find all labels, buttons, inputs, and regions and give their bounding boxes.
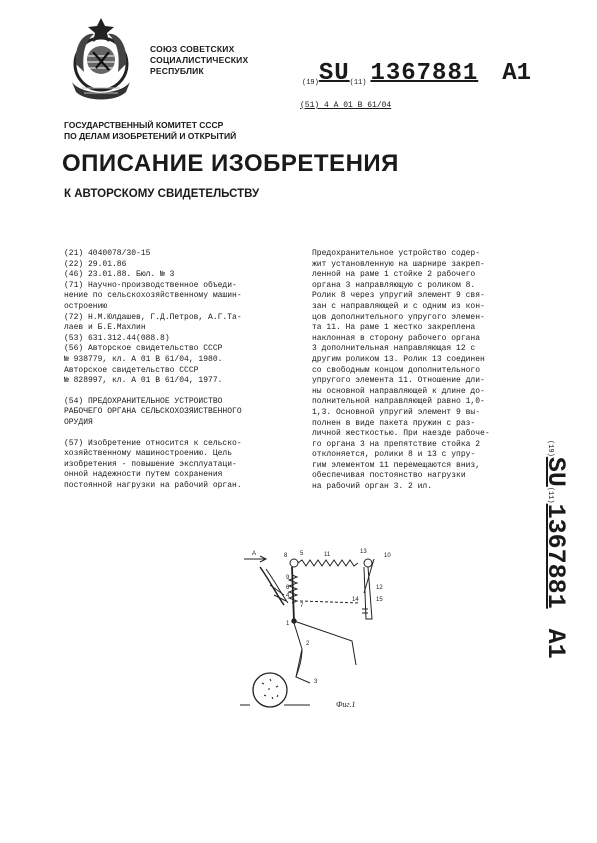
- abstract-continuation: [312, 249, 540, 493]
- page-title: ОПИСАНИЕ ИЗОБРЕТЕНИЯ: [62, 150, 399, 177]
- biblio-line: постоянной нагрузки на рабочий орган.: [64, 480, 242, 490]
- code-11: (11): [349, 79, 367, 87]
- committee-line-2: ПО ДЕЛАМ ИЗОБРЕТЕНИЙ И ОТКРЫТИЙ: [64, 131, 237, 141]
- biblio-line: (71) Научно-производственное объеди-: [64, 280, 237, 290]
- abstract-line: цов дополнительного упругого элемен-: [312, 312, 485, 322]
- label-14: 14: [352, 597, 359, 603]
- biblio-line: Авторское свидетельство СССР: [64, 365, 199, 375]
- vertical-code-11: (11): [546, 486, 554, 504]
- biblio-line: (56) Авторское свидетельство СССР: [64, 344, 223, 354]
- vertical-code-19: (19): [546, 440, 554, 457]
- country-code: SU: [318, 60, 350, 87]
- label-A: A: [252, 551, 257, 557]
- label-8: 8: [284, 553, 288, 559]
- biblio-line: (53) 631.312.44(088.8): [64, 333, 170, 343]
- abstract-line: Ролик 8 через упругий элемент 9 свя-: [312, 291, 485, 301]
- label-3: 3: [314, 679, 318, 685]
- abstract-line: на рабочий орган 3. 2 ил.: [312, 482, 433, 492]
- abstract-line: та 11. На раме 1 жестко закреплена: [312, 323, 476, 333]
- abstract-line: го органа 3 на препятствие стойка 2: [312, 439, 481, 449]
- abstract-line: зан с направляющей и с одним из кон-: [312, 301, 485, 311]
- figure-caption: Фиг.1: [336, 700, 356, 709]
- vertical-patent-number: 1367881: [541, 503, 570, 609]
- biblio-line: нение по сельскохозяйственному машин-: [64, 291, 242, 301]
- label-12: 12: [376, 585, 383, 591]
- vertical-kind-code: A1: [541, 628, 570, 659]
- label-15: 15: [376, 597, 383, 603]
- label-6: 6: [286, 585, 290, 591]
- document-number-line: [302, 60, 531, 87]
- union-line-3: РЕСПУБЛИК: [150, 66, 204, 76]
- label-10: 10: [384, 553, 391, 559]
- vertical-document-number: [540, 440, 574, 670]
- biblio-line: (21) 4040078/30-15: [64, 249, 151, 258]
- code-19: (19): [302, 79, 319, 87]
- label-4: 4: [286, 593, 290, 599]
- abstract-line: 1,3. Основной упругий элемент 9 вы-: [312, 407, 481, 417]
- biblio-line: РАБОЧЕГО ОРГАНА СЕЛЬСКОХОЗЯЙСТВЕННОГО: [64, 407, 242, 417]
- biblio-line: [64, 429, 296, 439]
- abstract-line: со свободным концом дополнительного: [312, 365, 481, 375]
- label-13: 13: [360, 549, 367, 555]
- biblio-line: остроению: [64, 301, 108, 311]
- biblio-line: изобретения - повышение эксплуатаци-: [64, 459, 237, 469]
- biblio-line: № 828997, кл. А 01 В 61/04, 1977.: [64, 376, 223, 386]
- abstract-line: ны основной направляющей к длине до-: [312, 386, 485, 396]
- bibliographic-data: [64, 249, 296, 491]
- union-line-2: СОЦИАЛИСТИЧЕСКИХ: [150, 55, 249, 65]
- biblio-line: (22) 29.01.86: [64, 259, 127, 269]
- ussr-emblem: [60, 12, 142, 104]
- abstract-line: жит установленную на шарнире закреп-: [312, 259, 485, 269]
- abstract-line: Предохранительное устройство содер-: [312, 249, 481, 258]
- page-subtitle: К АВТОРСКОМУ СВИДЕТЕЛЬСТВУ: [64, 188, 260, 200]
- biblio-line: хозяйственному машиностроению. Цель: [64, 449, 233, 459]
- abstract-line: гим элементом 11 перемещаются вниз,: [312, 460, 481, 470]
- biblio-line: ОРУДИЯ: [64, 417, 93, 427]
- abstract-line: упругого элемента 11. Отношение дли-: [312, 376, 485, 386]
- committee-name: [64, 120, 236, 142]
- abstract-line: полнен в виде пакета пружин с раз-: [312, 418, 476, 428]
- vertical-country: SU: [541, 456, 570, 487]
- abstract-line: личной жесткостью. При наезде рабоче-: [312, 429, 490, 439]
- abstract-line: отклоняется, ролики 8 и 13 с упру-: [312, 450, 476, 460]
- label-9: 9: [286, 575, 290, 581]
- abstract-line: ленной на раме 1 стойке 2 рабочего: [312, 270, 476, 280]
- biblio-line: (57) Изобретение относится к сельско-: [64, 438, 242, 448]
- abstract-line: полнительной направляющей равно 1,0-: [312, 397, 485, 407]
- label-7: 7: [300, 603, 304, 609]
- abstract-line: органа 3 направляющую с роликом 8.: [312, 280, 476, 290]
- abstract-line: другим роликом 13. Ролик 13 соединен: [312, 354, 485, 364]
- ipc-classification: (51) 4 А 01 В 61/04: [300, 101, 392, 110]
- union-name: [150, 44, 248, 77]
- kind-code: A1: [502, 60, 532, 87]
- biblio-line: онной надежности путем сохранения: [64, 470, 223, 480]
- abstract-line: наклонная в сторону рабочего органа: [312, 333, 481, 343]
- abstract-line: 3 дополнительная направляющая 12 с: [312, 344, 476, 354]
- technical-drawing: [240, 545, 400, 715]
- biblio-line: лаев и Б.Е.Махлин: [64, 323, 146, 333]
- biblio-line: (46) 23.01.88. Бюл. № 3: [64, 270, 175, 280]
- label-11: 11: [324, 552, 331, 558]
- label-2: 2: [306, 641, 310, 647]
- patent-number: 1367881: [370, 60, 479, 87]
- abstract-line: обеспечивая постоянство нагрузки: [312, 471, 466, 481]
- union-line-1: СОЮЗ СОВЕТСКИХ: [150, 44, 235, 54]
- committee-line-1: ГОСУДАРСТВЕННЫЙ КОМИТЕТ СССР: [64, 120, 224, 130]
- label-5: 5: [300, 551, 304, 557]
- biblio-line: № 938779, кл. А 01 В 61/04, 1980.: [64, 354, 223, 364]
- biblio-line: (54) ПРЕДОХРАНИТЕЛЬНОЕ УСТРОЙСТВО: [64, 396, 223, 406]
- biblio-line: [64, 387, 296, 397]
- biblio-line: (72) Н.М.Юлдашев, Г.Д.Петров, А.Г.Та-: [64, 312, 242, 322]
- label-1: 1: [286, 621, 290, 627]
